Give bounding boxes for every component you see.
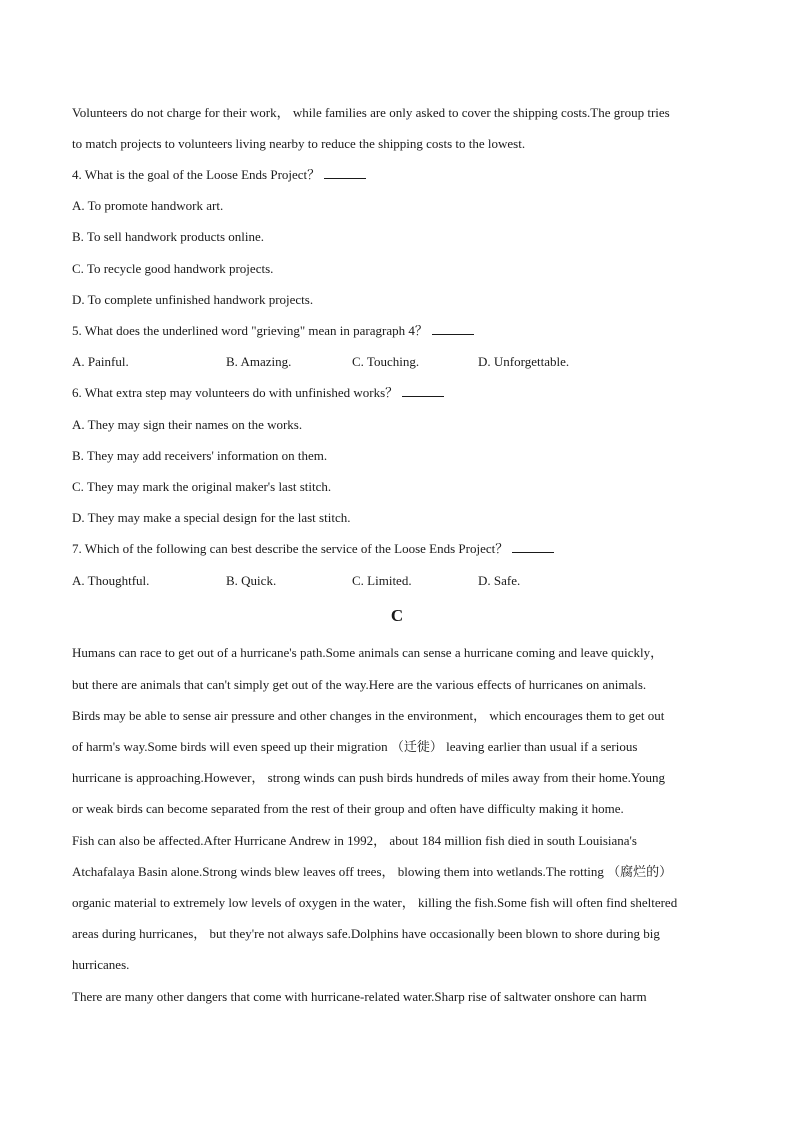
passage-c-line: areas during hurricanes， but they're not always safe.Dolphins have occasionally been blown to shore during big [72,926,660,941]
passage-b-line: Volunteers do not charge for their work， while families are only asked to cover the shipping costs.The group tries [72,105,670,120]
question-7-option-b: B. Quick. [226,573,277,588]
answer-blank[interactable] [324,167,366,179]
question-5-stem: 5. What does the underlined word "grieving" mean in paragraph 4？ [72,323,732,339]
answer-blank[interactable] [432,323,474,335]
passage-c-line: or weak birds can become separated from the rest of their group and often have difficulty making it home. [72,801,624,816]
passage-b-line: to match projects to volunteers living nearby to reduce the shipping costs to the lowest. [72,136,526,151]
passage-c-line: hurricanes. [72,957,130,972]
answer-blank[interactable] [512,541,554,553]
question-5-option-c: C. Touching. [352,354,420,369]
question-5-option-a: A. Painful. [72,354,129,369]
question-4-option-a: A. To promote handwork art. [72,198,224,213]
question-6-stem: 6. What extra step may volunteers do with unfinished works？ [72,385,732,401]
question-5-option-b: B. Amazing. [226,354,292,369]
passage-c-line: hurricane is approaching.However， strong winds can push birds hundreds of miles away from their home.Young [72,770,665,785]
question-4-option-c: C. To recycle good handwork projects. [72,261,274,276]
passage-c-line: but there are animals that can't simply get out of the way.Here are the various effects of hurricanes on animals. [72,677,647,692]
passage-c-line: of harm's way.Some birds will even speed up their migration （迁徙） leaving earlier than usual if a serious [72,739,638,754]
question-6-option-c: C. They may mark the original maker's last stitch. [72,479,332,494]
question-7-option-a: A. Thoughtful. [72,573,150,588]
question-7-stem: 7. Which of the following can best describe the service of the Loose Ends Project？ [72,541,732,557]
answer-blank[interactable] [402,385,444,397]
passage-c-line: Humans can race to get out of a hurricane's path.Some animals can sense a hurricane coming and leave quickly， [72,645,664,660]
question-6-option-b: B. They may add receivers' information on them. [72,448,328,463]
passage-c-line: There are many other dangers that come with hurricane-related water.Sharp rise of saltwater onshore can harm [72,989,647,1004]
question-5-option-d: D. Unforgettable. [478,354,570,369]
section-heading: C [390,606,404,625]
passage-c-line: Birds may be able to sense air pressure and other changes in the environment， which encourages them to get out [72,708,665,723]
question-7-option-d: D. Safe. [478,573,521,588]
passage-c-line: organic material to extremely low levels of oxygen in the water， killing the fish.Some fish will often find sheltered [72,895,678,910]
question-4-option-b: B. To sell handwork products online. [72,229,265,244]
question-6-option-a: A. They may sign their names on the works. [72,417,303,432]
passage-c-line: Fish can also be affected.After Hurricane Andrew in 1992， about 184 million fish died in south Louisiana's [72,833,637,848]
question-6-option-d: D. They may make a special design for the last stitch. [72,510,351,525]
passage-c-line: Atchafalaya Basin alone.Strong winds blew leaves off trees， blowing them into wetlands.The rotting （腐烂的） [72,864,673,879]
question-4-option-d: D. To complete unfinished handwork projects. [72,292,314,307]
question-7-option-c: C. Limited. [352,573,412,588]
question-4-stem: 4. What is the goal of the Loose Ends Project？ [72,167,732,183]
